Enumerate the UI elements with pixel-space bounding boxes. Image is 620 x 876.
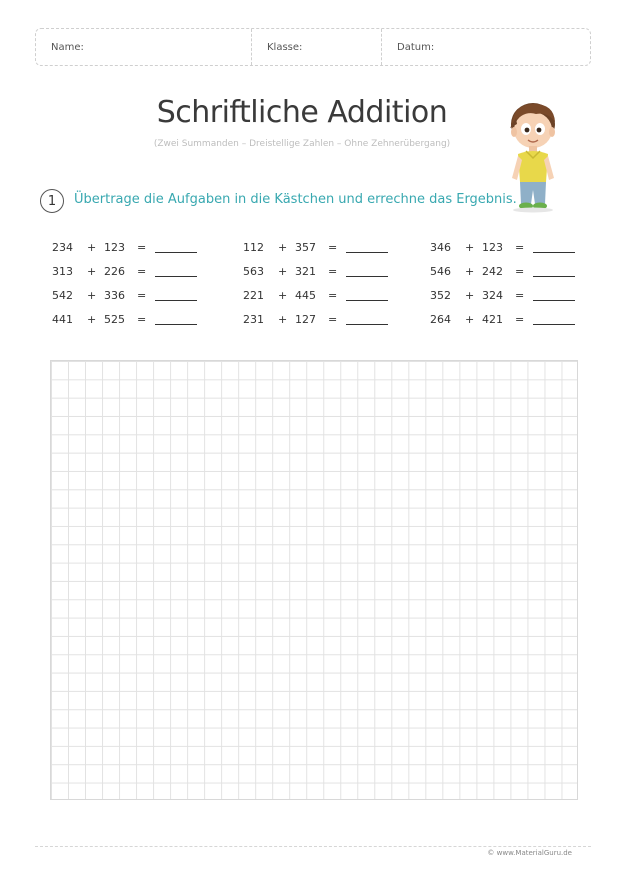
addition-exercise bbox=[52, 265, 202, 279]
equals-sign: = bbox=[515, 241, 525, 254]
class-label: Klasse: bbox=[267, 41, 303, 53]
addition-exercise bbox=[52, 289, 202, 303]
answer-blank[interactable] bbox=[533, 252, 575, 253]
equals-sign: = bbox=[328, 289, 338, 302]
second-summand: 336 bbox=[104, 289, 125, 302]
second-summand: 421 bbox=[482, 313, 503, 326]
plus-sign: + bbox=[465, 313, 475, 326]
second-summand: 445 bbox=[295, 289, 316, 302]
plus-sign: + bbox=[278, 265, 288, 278]
answer-blank[interactable] bbox=[155, 324, 197, 325]
footer-divider bbox=[35, 846, 591, 847]
equals-sign: = bbox=[515, 289, 525, 302]
addition-exercise bbox=[430, 313, 580, 327]
plus-sign: + bbox=[87, 313, 97, 326]
addition-exercise bbox=[430, 241, 580, 255]
addition-exercise bbox=[52, 241, 202, 255]
addition-exercise bbox=[243, 241, 393, 255]
task-instruction: Übertrage die Aufgaben in die Kästchen und errechne das Ergebnis. bbox=[74, 192, 517, 207]
second-summand: 123 bbox=[104, 241, 125, 254]
plus-sign: + bbox=[465, 265, 475, 278]
answer-blank[interactable] bbox=[533, 324, 575, 325]
name-field[interactable] bbox=[36, 29, 251, 65]
task-number-badge: 1 bbox=[40, 189, 64, 213]
equals-sign: = bbox=[137, 289, 147, 302]
plus-sign: + bbox=[278, 241, 288, 254]
second-summand: 525 bbox=[104, 313, 125, 326]
plus-sign: + bbox=[278, 313, 288, 326]
date-field[interactable] bbox=[381, 29, 590, 65]
addition-exercise bbox=[430, 289, 580, 303]
page-subtitle: (Zwei Summanden – Dreistellige Zahlen – Ohne Zehnerübergang) bbox=[153, 139, 451, 149]
first-summand: 231 bbox=[243, 313, 264, 326]
answer-blank[interactable] bbox=[533, 300, 575, 301]
answer-blank[interactable] bbox=[155, 252, 197, 253]
answer-blank[interactable] bbox=[346, 252, 388, 253]
first-summand: 346 bbox=[430, 241, 451, 254]
second-summand: 324 bbox=[482, 289, 503, 302]
addition-exercise bbox=[243, 265, 393, 279]
first-summand: 313 bbox=[52, 265, 73, 278]
equals-sign: = bbox=[328, 265, 338, 278]
plus-sign: + bbox=[465, 241, 475, 254]
addition-exercise bbox=[52, 313, 202, 327]
answer-blank[interactable] bbox=[155, 276, 197, 277]
first-summand: 542 bbox=[52, 289, 73, 302]
plus-sign: + bbox=[87, 265, 97, 278]
equals-sign: = bbox=[137, 265, 147, 278]
plus-sign: + bbox=[465, 289, 475, 302]
addition-exercise bbox=[243, 289, 393, 303]
addition-exercise bbox=[243, 313, 393, 327]
answer-blank[interactable] bbox=[533, 276, 575, 277]
first-summand: 264 bbox=[430, 313, 451, 326]
first-summand: 221 bbox=[243, 289, 264, 302]
answer-blank[interactable] bbox=[346, 300, 388, 301]
first-summand: 112 bbox=[243, 241, 264, 254]
second-summand: 226 bbox=[104, 265, 125, 278]
math-grid-paper[interactable] bbox=[50, 360, 578, 800]
equals-sign: = bbox=[328, 313, 338, 326]
equals-sign: = bbox=[137, 313, 147, 326]
second-summand: 127 bbox=[295, 313, 316, 326]
second-summand: 242 bbox=[482, 265, 503, 278]
plus-sign: + bbox=[87, 289, 97, 302]
equals-sign: = bbox=[515, 313, 525, 326]
class-field[interactable] bbox=[251, 29, 381, 65]
first-summand: 441 bbox=[52, 313, 73, 326]
date-label: Datum: bbox=[397, 41, 435, 53]
answer-blank[interactable] bbox=[346, 276, 388, 277]
equals-sign: = bbox=[137, 241, 147, 254]
second-summand: 123 bbox=[482, 241, 503, 254]
first-summand: 563 bbox=[243, 265, 264, 278]
first-summand: 546 bbox=[430, 265, 451, 278]
addition-exercise bbox=[430, 265, 580, 279]
plus-sign: + bbox=[87, 241, 97, 254]
first-summand: 234 bbox=[52, 241, 73, 254]
page-title: Schriftliche Addition bbox=[156, 95, 448, 130]
second-summand: 357 bbox=[295, 241, 316, 254]
second-summand: 321 bbox=[295, 265, 316, 278]
first-summand: 352 bbox=[430, 289, 451, 302]
name-label: Name: bbox=[51, 41, 84, 53]
equals-sign: = bbox=[515, 265, 525, 278]
equals-sign: = bbox=[328, 241, 338, 254]
answer-blank[interactable] bbox=[346, 324, 388, 325]
plus-sign: + bbox=[278, 289, 288, 302]
student-info-header bbox=[35, 28, 591, 66]
footer-copyright: © www.MaterialGuru.de bbox=[487, 849, 572, 857]
answer-blank[interactable] bbox=[155, 300, 197, 301]
